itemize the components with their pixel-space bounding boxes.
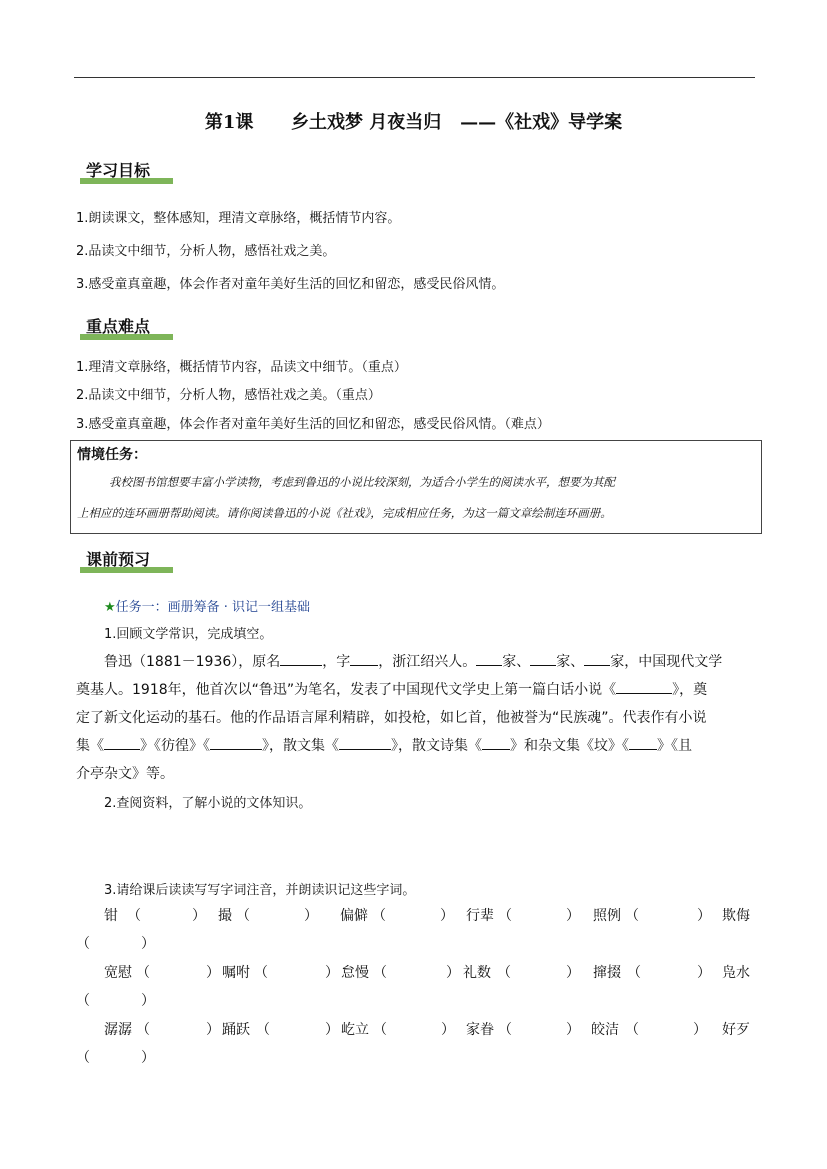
vocab-word: 潺潺 <box>104 1022 132 1038</box>
keypoint-item: 1.理清文章脉络，概括情节内容，品读文中细节。（重点） <box>76 360 407 375</box>
fill-blank[interactable] <box>280 651 322 666</box>
fill-line-3: 定了新文化运动的基石。他的作品语言犀利精辟，如投枪，如匕首，他被誉为“民族魂”。代表作有小说 <box>76 710 707 726</box>
question-2: 2.查阅资料，了解小说的文体知识。 <box>104 796 312 811</box>
fill-blank[interactable] <box>629 735 657 750</box>
fill-blank[interactable] <box>530 651 556 666</box>
page-title <box>0 108 827 134</box>
goals-heading: 学习目标 <box>80 158 144 181</box>
fill-blank[interactable] <box>210 735 262 750</box>
header-rule <box>74 77 755 78</box>
scenario-text-line: 上相应的连环画册帮助阅读。请你阅读鲁迅的小说《社戏》，完成相应任务，为这一篇文章绘制连环画册。 <box>77 506 612 520</box>
lesson-subtitle: ——《社戏》导学案 <box>460 112 623 133</box>
fill-blank[interactable] <box>476 651 502 666</box>
fill-line-1: 鲁迅（1881－1936），原名 ，字 ，浙江绍兴人。 家、 家、 家，中国现代文学 <box>104 651 722 671</box>
fill-blank[interactable] <box>482 735 510 750</box>
vocab-word: 宽慰 <box>104 965 132 981</box>
keypoints-heading: 重点难点 <box>80 314 144 337</box>
vocab-word: 怠慢 <box>341 965 369 981</box>
fill-blank[interactable] <box>350 651 378 666</box>
vocab-word: 屹立 <box>341 1022 369 1038</box>
vocab-word: 钳 <box>104 908 118 924</box>
vocab-word: 家眷 <box>466 1022 494 1038</box>
vocab-word: 踊跃 <box>222 1022 250 1038</box>
lesson-number: 第1课 <box>204 112 254 133</box>
preview-heading: 课前预习 <box>80 547 144 570</box>
vocab-word: 撺掇 <box>593 965 621 981</box>
goal-item: 3.感受童真童趣，体会作者对童年美好生活的回忆和留恋，感受民俗风情。 <box>76 277 505 292</box>
question-1: 1.回顾文学常识，完成填空。 <box>104 627 273 642</box>
question-3: 3.请给课后读读写写字词注音，并朗读识记这些字词。 <box>104 883 416 898</box>
task-one-title: 任务一：画册筹备 · 识记一组基础 <box>115 600 311 615</box>
fill-line-5: 介亭杂文》等。 <box>76 766 174 782</box>
vocab-word: 行辈 <box>466 908 494 924</box>
vocab-word: 凫水 <box>722 965 750 981</box>
fill-blank[interactable] <box>104 735 140 750</box>
vocab-word: 偏僻 <box>340 908 368 924</box>
scenario-text-line: 我校图书馆想要丰富小学读物，考虑到鲁迅的小说比较深刻，为适合小学生的阅读水平，想要为其配 <box>109 475 615 489</box>
vocab-word: 好歹 <box>722 1022 750 1038</box>
fill-line-2: 奠基人。1918年，他首次以“鲁迅”为笔名，发表了中国现代文学史上第一篇白话小说《 》，奠 <box>76 679 707 699</box>
task-one <box>104 596 310 615</box>
vocab-word: 欺侮 <box>722 908 750 924</box>
vocab-word: 照例 <box>593 908 621 924</box>
fill-line-4: 集《 》《彷徨》《 》，散文集《 》，散文诗集《 》和杂文集《坟》《 》《且 <box>76 735 692 755</box>
keypoint-item: 2.品读文中细节，分析人物，感悟社戏之美。（重点） <box>76 388 381 403</box>
goal-item: 1.朗读课文，整体感知，理清文章脉络，概括情节内容。 <box>76 211 401 226</box>
star-icon: ★ <box>104 600 116 615</box>
scenario-label: 情境任务： <box>77 447 147 463</box>
fill-blank[interactable] <box>584 651 610 666</box>
vocab-word: 皎洁 <box>591 1022 619 1038</box>
vocab-word: 嘱咐 <box>222 965 250 981</box>
lesson-theme: 乡土戏梦 月夜当归 <box>291 112 442 133</box>
keypoint-item: 3.感受童真童趣，体会作者对童年美好生活的回忆和留恋，感受民俗风情。（难点） <box>76 417 550 432</box>
scenario-box <box>70 440 762 534</box>
vocab-word: 礼数 <box>463 965 491 981</box>
fill-blank[interactable] <box>616 679 672 694</box>
goal-item: 2.品读文中细节，分析人物，感悟社戏之美。 <box>76 244 336 259</box>
vocab-word: 撮 <box>218 908 232 924</box>
fill-blank[interactable] <box>339 735 391 750</box>
